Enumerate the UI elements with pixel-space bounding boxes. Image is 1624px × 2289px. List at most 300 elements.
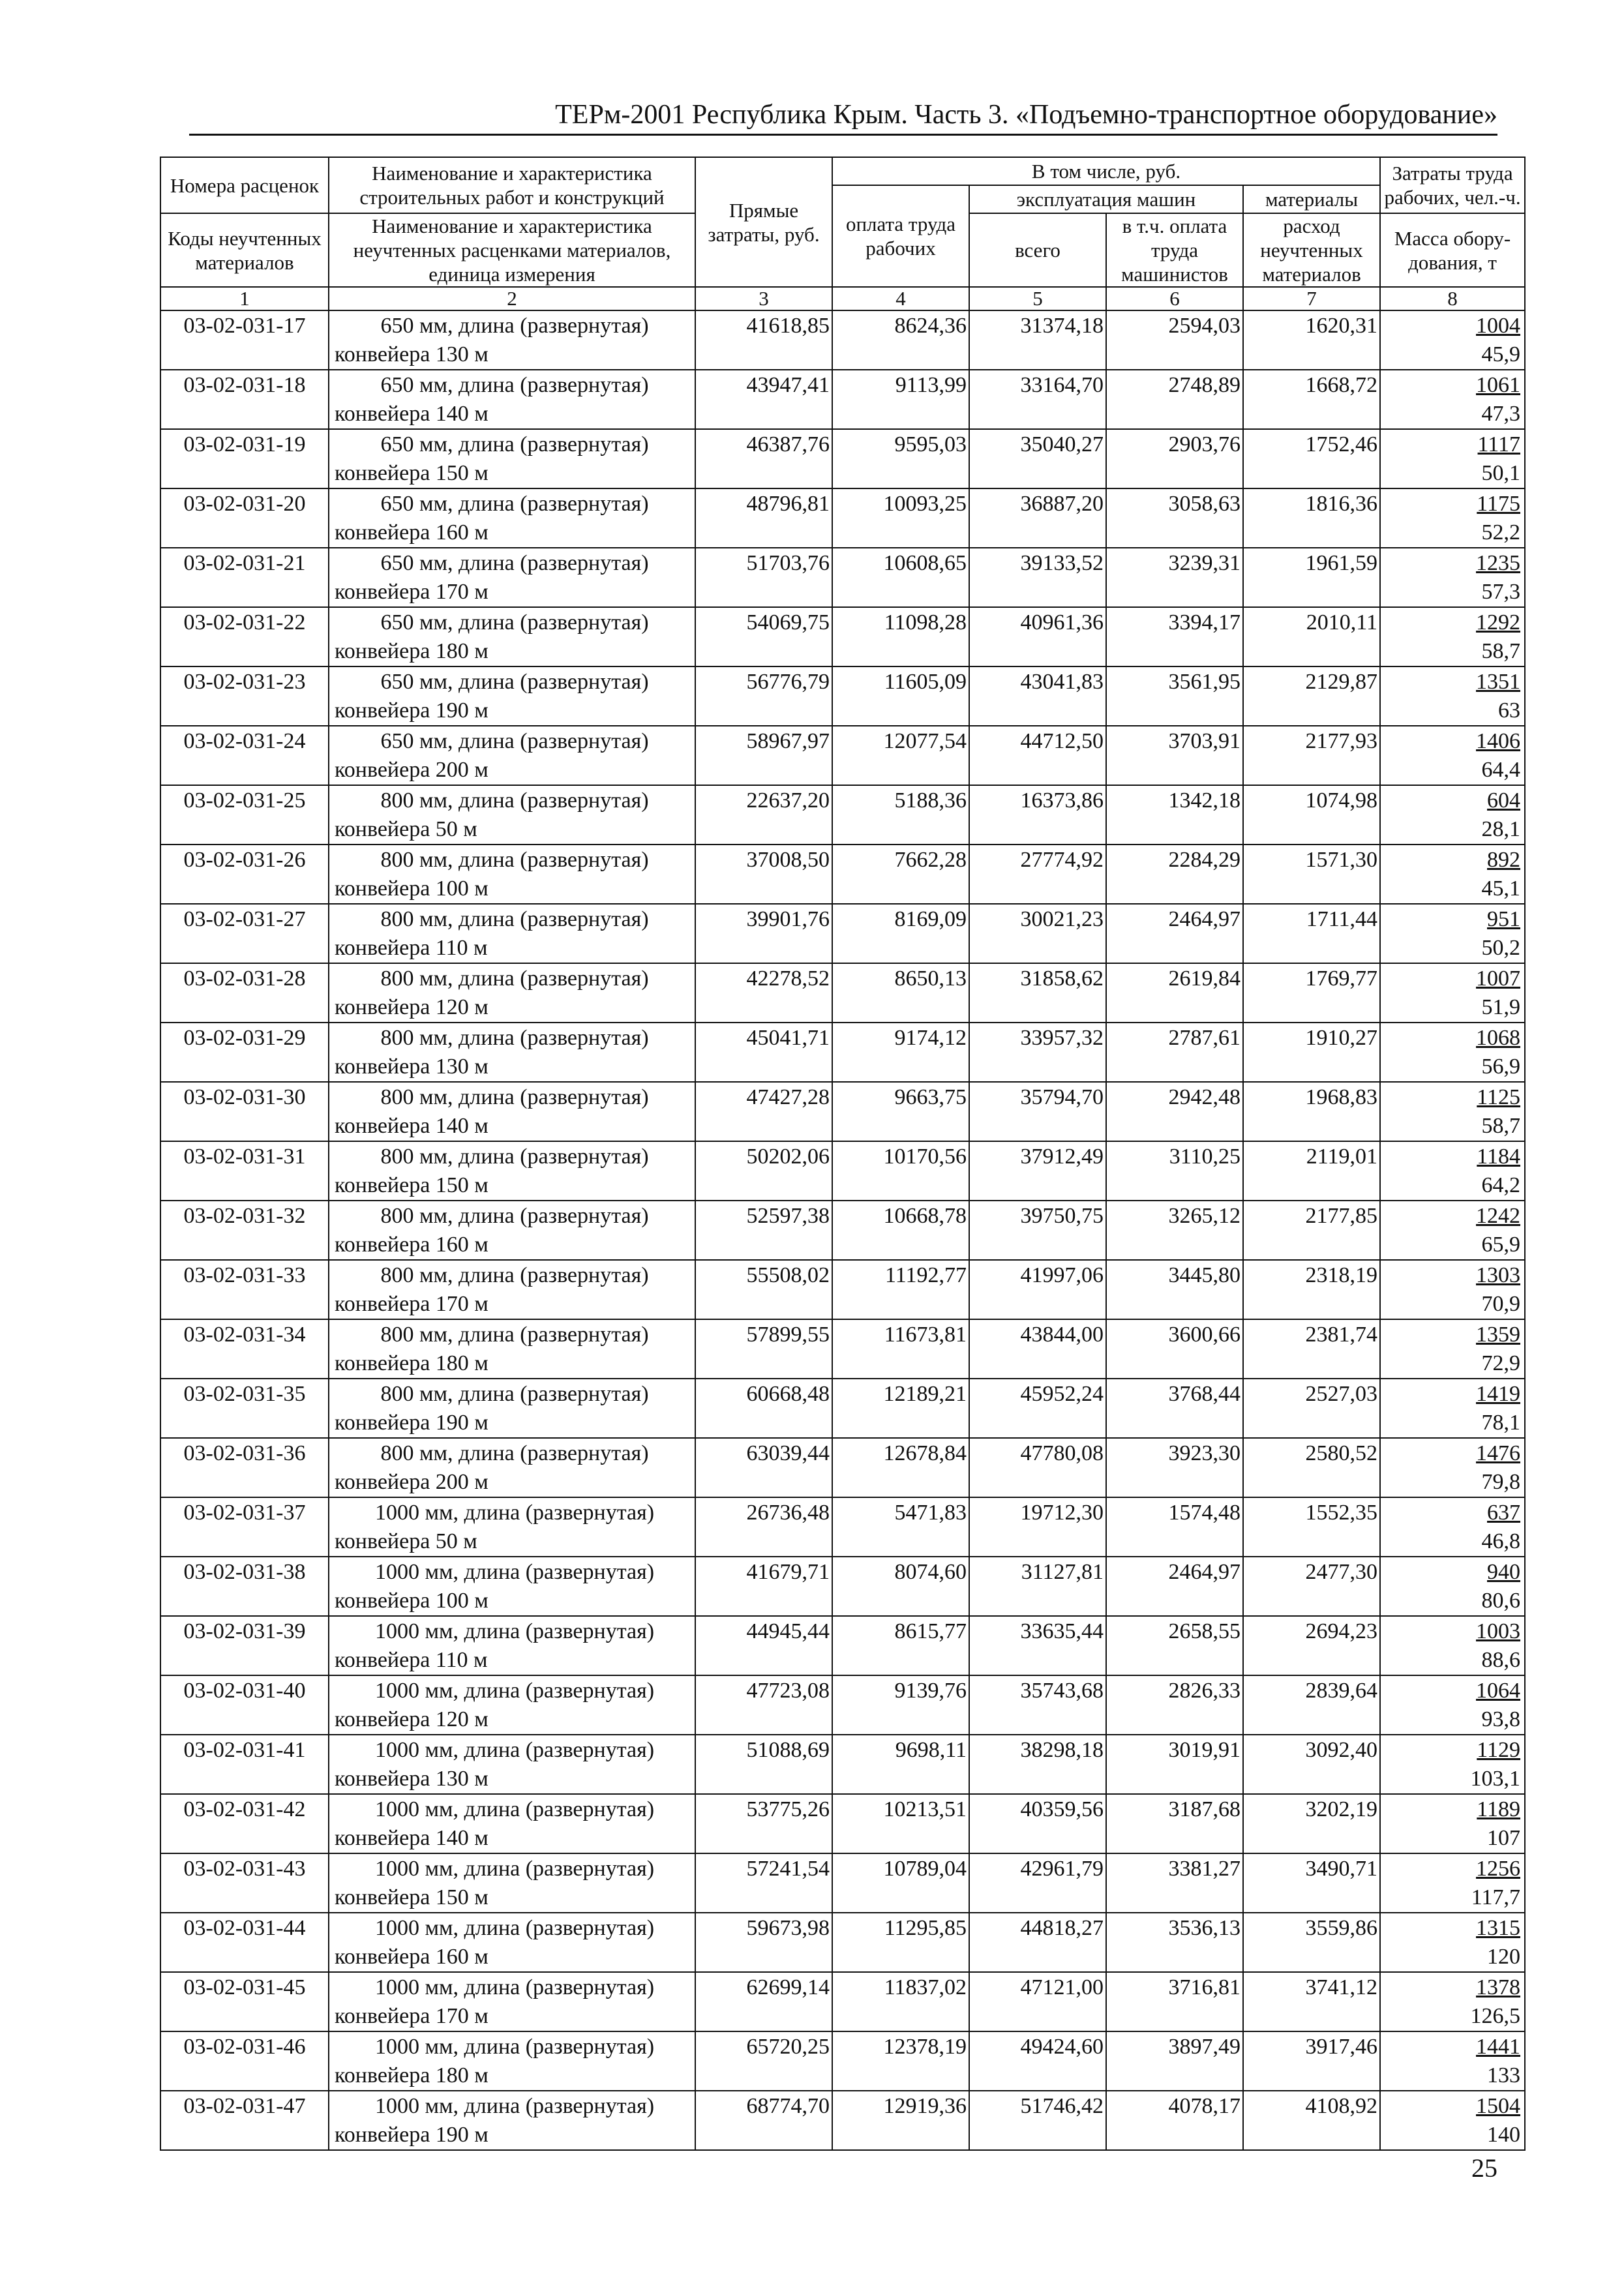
machines-total: 30021,23 <box>969 904 1106 963</box>
table-header <box>160 157 1525 310</box>
table-row <box>160 845 1525 904</box>
work-description-line-1: 650 мм, длина (развернутая) <box>380 432 649 456</box>
direct-costs: 48796,81 <box>695 488 832 548</box>
direct-costs: 63039,44 <box>695 1438 832 1497</box>
materials: 1816,36 <box>1243 488 1380 548</box>
materials: 1961,59 <box>1243 548 1380 607</box>
equipment-mass: 45,1 <box>1481 876 1521 901</box>
labor-hours: 1256 <box>1476 1857 1521 1881</box>
table-row <box>160 1379 1525 1438</box>
header-material-names: Наименование и характеристика неучтенных расценками материалов, единица измерения <box>329 213 695 287</box>
labor-pay: 12077,54 <box>832 726 969 785</box>
work-description <box>329 1972 695 2031</box>
equipment-mass: 80,6 <box>1481 1589 1521 1613</box>
direct-costs: 41679,71 <box>695 1557 832 1616</box>
work-description <box>329 488 695 548</box>
table-row <box>160 1675 1525 1735</box>
direct-costs: 47723,08 <box>695 1675 832 1735</box>
materials: 3917,46 <box>1243 2031 1380 2091</box>
column-number: 3 <box>695 287 832 310</box>
rate-code: 03-02-031-38 <box>160 1557 329 1616</box>
table-row <box>160 666 1525 726</box>
labor-pay: 10213,51 <box>832 1794 969 1853</box>
work-description-line-1: 1000 мм, длина (развернутая) <box>374 1679 655 1703</box>
labor-pay: 11673,81 <box>832 1319 969 1379</box>
direct-costs: 41618,85 <box>695 310 832 370</box>
work-description-line-1: 650 мм, длина (развернутая) <box>380 729 649 753</box>
work-description-line-2: конвейера 100 м <box>335 876 489 901</box>
labor-pay: 11605,09 <box>832 666 969 726</box>
work-description <box>329 429 695 488</box>
equipment-mass: 88,6 <box>1481 1648 1521 1672</box>
labor-hours: 1068 <box>1476 1026 1521 1050</box>
direct-costs: 62699,14 <box>695 1972 832 2031</box>
labor-pay: 8650,13 <box>832 963 969 1023</box>
labor-pay: 10170,56 <box>832 1141 969 1201</box>
table-row <box>160 963 1525 1023</box>
direct-costs: 46387,76 <box>695 429 832 488</box>
materials: 2580,52 <box>1243 1438 1380 1497</box>
labor-pay: 10668,78 <box>832 1201 969 1260</box>
work-description-line-2: конвейера 190 м <box>335 698 489 723</box>
table-row <box>160 1201 1525 1260</box>
machine-operators-pay: 3187,68 <box>1106 1794 1243 1853</box>
labor-and-mass <box>1380 845 1525 904</box>
labor-and-mass <box>1380 1260 1525 1319</box>
table-row <box>160 1616 1525 1675</box>
labor-and-mass <box>1380 1557 1525 1616</box>
machines-total: 33635,44 <box>969 1616 1106 1675</box>
rate-code: 03-02-031-32 <box>160 1201 329 1260</box>
labor-pay: 9595,03 <box>832 429 969 488</box>
work-description-line-1: 800 мм, длина (развернутая) <box>380 1263 649 1287</box>
header-labor-costs: Затраты труда рабочих, чел.-ч. <box>1380 157 1525 213</box>
work-description-line-1: 800 мм, длина (развернутая) <box>380 966 649 991</box>
machine-operators-pay: 4078,17 <box>1106 2091 1243 2150</box>
equipment-mass: 50,1 <box>1481 461 1521 485</box>
table-row <box>160 1438 1525 1497</box>
machine-operators-pay: 3923,30 <box>1106 1438 1243 1497</box>
work-description-line-1: 800 мм, длина (развернутая) <box>380 788 649 813</box>
labor-pay: 11098,28 <box>832 607 969 666</box>
rate-code: 03-02-031-21 <box>160 548 329 607</box>
labor-and-mass <box>1380 310 1525 370</box>
materials: 1968,83 <box>1243 1082 1380 1141</box>
machine-operators-pay: 3600,66 <box>1106 1319 1243 1379</box>
labor-and-mass <box>1380 1735 1525 1794</box>
header-machines-total: всего <box>969 213 1106 287</box>
work-description-line-1: 800 мм, длина (развернутая) <box>380 1085 649 1109</box>
labor-and-mass <box>1380 1023 1525 1082</box>
work-description-line-2: конвейера 180 м <box>335 2063 489 2087</box>
labor-and-mass <box>1380 1497 1525 1557</box>
labor-hours: 1175 <box>1477 492 1521 516</box>
work-description-line-1: 1000 мм, длина (развернутая) <box>374 1501 655 1525</box>
work-description <box>329 1201 695 1260</box>
labor-hours: 1406 <box>1476 729 1521 753</box>
labor-pay: 11192,77 <box>832 1260 969 1319</box>
work-description-line-1: 1000 мм, длина (развернутая) <box>374 1797 655 1821</box>
materials: 1752,46 <box>1243 429 1380 488</box>
rates-table <box>160 157 1526 2151</box>
direct-costs: 37008,50 <box>695 845 832 904</box>
machines-total: 43041,83 <box>969 666 1106 726</box>
rate-code: 03-02-031-23 <box>160 666 329 726</box>
equipment-mass: 45,9 <box>1481 342 1521 367</box>
rate-code: 03-02-031-34 <box>160 1319 329 1379</box>
labor-pay: 10789,04 <box>832 1853 969 1913</box>
labor-and-mass <box>1380 1853 1525 1913</box>
table-row <box>160 904 1525 963</box>
machines-total: 31127,81 <box>969 1557 1106 1616</box>
work-description-line-1: 800 мм, длина (развернутая) <box>380 1441 649 1465</box>
work-description <box>329 1260 695 1319</box>
labor-hours: 1315 <box>1476 1916 1521 1940</box>
work-description-line-1: 800 мм, длина (развернутая) <box>380 1382 649 1406</box>
labor-hours: 892 <box>1487 848 1521 872</box>
labor-and-mass <box>1380 1675 1525 1735</box>
labor-hours: 951 <box>1487 907 1521 931</box>
rate-code: 03-02-031-33 <box>160 1260 329 1319</box>
rate-code: 03-02-031-43 <box>160 1853 329 1913</box>
rate-code: 03-02-031-39 <box>160 1616 329 1675</box>
labor-pay: 12189,21 <box>832 1379 969 1438</box>
rate-code: 03-02-031-25 <box>160 785 329 845</box>
work-description <box>329 2031 695 2091</box>
labor-and-mass <box>1380 2091 1525 2150</box>
labor-hours: 1184 <box>1477 1144 1521 1169</box>
work-description <box>329 2091 695 2150</box>
rate-code: 03-02-031-28 <box>160 963 329 1023</box>
materials: 3202,19 <box>1243 1794 1380 1853</box>
machine-operators-pay: 2464,97 <box>1106 904 1243 963</box>
equipment-mass: 107 <box>1487 1826 1521 1850</box>
materials: 1552,35 <box>1243 1497 1380 1557</box>
work-description <box>329 666 695 726</box>
equipment-mass: 52,2 <box>1481 520 1521 545</box>
work-description-line-1: 800 мм, длина (развернутая) <box>380 1144 649 1169</box>
machine-operators-pay: 3239,31 <box>1106 548 1243 607</box>
work-description-line-1: 1000 мм, длина (развернутая) <box>374 2035 655 2059</box>
machine-operators-pay: 2903,76 <box>1106 429 1243 488</box>
materials: 2527,03 <box>1243 1379 1380 1438</box>
equipment-mass: 58,7 <box>1481 639 1521 663</box>
direct-costs: 55508,02 <box>695 1260 832 1319</box>
direct-costs: 50202,06 <box>695 1141 832 1201</box>
equipment-mass: 72,9 <box>1481 1351 1521 1375</box>
labor-hours: 940 <box>1487 1560 1521 1584</box>
work-description-line-1: 1000 мм, длина (развернутая) <box>374 1857 655 1881</box>
work-description-line-2: конвейера 50 м <box>335 1529 477 1553</box>
equipment-mass: 65,9 <box>1481 1233 1521 1257</box>
equipment-mass: 47,3 <box>1481 402 1521 426</box>
table-row <box>160 1735 1525 1794</box>
rate-code: 03-02-031-42 <box>160 1794 329 1853</box>
labor-hours: 1004 <box>1476 314 1521 338</box>
table-row <box>160 2091 1525 2150</box>
direct-costs: 22637,20 <box>695 785 832 845</box>
labor-and-mass <box>1380 904 1525 963</box>
machine-operators-pay: 3381,27 <box>1106 1853 1243 1913</box>
materials: 2839,64 <box>1243 1675 1380 1735</box>
labor-pay: 11837,02 <box>832 1972 969 2031</box>
rate-code: 03-02-031-20 <box>160 488 329 548</box>
work-description-line-2: конвейера 180 м <box>335 639 489 663</box>
work-description-line-2: конвейера 160 м <box>335 520 489 545</box>
table-row <box>160 429 1525 488</box>
rate-code: 03-02-031-26 <box>160 845 329 904</box>
rate-code: 03-02-031-22 <box>160 607 329 666</box>
labor-pay: 8169,09 <box>832 904 969 963</box>
machines-total: 41997,06 <box>969 1260 1106 1319</box>
header-direct-costs: Прямые затраты, руб. <box>695 157 832 287</box>
materials: 1711,44 <box>1243 904 1380 963</box>
header-machine-operators-pay: в т.ч. оплата труда машинистов <box>1106 213 1243 287</box>
direct-costs: 65720,25 <box>695 2031 832 2091</box>
rate-code: 03-02-031-29 <box>160 1023 329 1082</box>
machine-operators-pay: 1574,48 <box>1106 1497 1243 1557</box>
rate-code: 03-02-031-18 <box>160 370 329 429</box>
labor-and-mass <box>1380 488 1525 548</box>
rate-code: 03-02-031-35 <box>160 1379 329 1438</box>
work-description <box>329 1616 695 1675</box>
direct-costs: 68774,70 <box>695 2091 832 2150</box>
labor-hours: 604 <box>1487 788 1521 813</box>
work-description <box>329 370 695 429</box>
equipment-mass: 126,5 <box>1470 2004 1521 2028</box>
work-description-line-2: конвейера 170 м <box>335 1292 489 1316</box>
work-description-line-1: 1000 мм, длина (развернутая) <box>374 1916 655 1940</box>
work-description-line-2: конвейера 150 м <box>335 1885 489 1909</box>
work-description-line-2: конвейера 130 м <box>335 1055 489 1079</box>
labor-pay: 9698,11 <box>832 1735 969 1794</box>
machines-total: 40359,56 <box>969 1794 1106 1853</box>
work-description <box>329 1023 695 1082</box>
machines-total: 42961,79 <box>969 1853 1106 1913</box>
labor-hours: 1117 <box>1477 432 1521 456</box>
column-number: 7 <box>1243 287 1380 310</box>
direct-costs: 59673,98 <box>695 1913 832 1972</box>
machine-operators-pay: 2594,03 <box>1106 310 1243 370</box>
header-rule <box>189 134 1497 136</box>
table-row <box>160 1141 1525 1201</box>
machines-total: 37912,49 <box>969 1141 1106 1201</box>
equipment-mass: 57,3 <box>1481 580 1521 604</box>
work-description-line-2: конвейера 150 м <box>335 1173 489 1197</box>
work-description-line-1: 800 мм, длина (развернутая) <box>380 1204 649 1228</box>
labor-and-mass <box>1380 1972 1525 2031</box>
work-description <box>329 1853 695 1913</box>
work-description-line-1: 650 мм, длина (развернутая) <box>380 314 649 338</box>
equipment-mass: 64,2 <box>1481 1173 1521 1197</box>
labor-hours: 1242 <box>1476 1204 1521 1228</box>
equipment-mass: 28,1 <box>1481 817 1521 841</box>
header-labor-pay: оплата труда рабочих <box>832 185 969 287</box>
table-body <box>160 310 1525 2150</box>
machines-total: 38298,18 <box>969 1735 1106 1794</box>
header-unaccounted-materials: расход неучтенных материалов <box>1243 213 1380 287</box>
direct-costs: 47427,28 <box>695 1082 832 1141</box>
machine-operators-pay: 2284,29 <box>1106 845 1243 904</box>
machine-operators-pay: 2826,33 <box>1106 1675 1243 1735</box>
machines-total: 44712,50 <box>969 726 1106 785</box>
work-description-line-1: 800 мм, длина (развернутая) <box>380 848 649 872</box>
labor-hours: 1064 <box>1476 1679 1521 1703</box>
work-description-line-2: конвейера 110 м <box>335 1648 488 1672</box>
labor-hours: 1378 <box>1476 1975 1521 1999</box>
direct-costs: 53775,26 <box>695 1794 832 1853</box>
machine-operators-pay: 3058,63 <box>1106 488 1243 548</box>
labor-and-mass <box>1380 1616 1525 1675</box>
running-header: ТЕРм-2001 Республика Крым. Часть 3. «Подъемно-транспортное оборудование» <box>555 100 1497 130</box>
rate-code: 03-02-031-24 <box>160 726 329 785</box>
labor-pay: 5188,36 <box>832 785 969 845</box>
machines-total: 35794,70 <box>969 1082 1106 1141</box>
work-description <box>329 1913 695 1972</box>
work-description-line-2: конвейера 140 м <box>335 402 489 426</box>
machine-operators-pay: 3768,44 <box>1106 1379 1243 1438</box>
materials: 2119,01 <box>1243 1141 1380 1201</box>
labor-hours: 1419 <box>1476 1382 1521 1406</box>
labor-pay: 12919,36 <box>832 2091 969 2150</box>
labor-pay: 5471,83 <box>832 1497 969 1557</box>
table-row <box>160 310 1525 370</box>
rate-code: 03-02-031-46 <box>160 2031 329 2091</box>
labor-pay: 8074,60 <box>832 1557 969 1616</box>
rate-code: 03-02-031-30 <box>160 1082 329 1141</box>
materials: 2318,19 <box>1243 1260 1380 1319</box>
table-row <box>160 488 1525 548</box>
machine-operators-pay: 2464,97 <box>1106 1557 1243 1616</box>
labor-hours: 1007 <box>1476 966 1521 991</box>
work-description <box>329 1675 695 1735</box>
work-description-line-2: конвейера 200 м <box>335 1470 489 1494</box>
header-material-codes: Коды неучтенных материалов <box>160 213 329 287</box>
equipment-mass: 46,8 <box>1481 1529 1521 1553</box>
labor-hours: 1504 <box>1476 2094 1521 2118</box>
equipment-mass: 140 <box>1487 2123 1521 2147</box>
labor-hours: 1129 <box>1477 1738 1521 1762</box>
table-row <box>160 1023 1525 1082</box>
direct-costs: 56776,79 <box>695 666 832 726</box>
labor-pay: 9113,99 <box>832 370 969 429</box>
labor-hours: 1359 <box>1476 1323 1521 1347</box>
rate-code: 03-02-031-41 <box>160 1735 329 1794</box>
work-description <box>329 310 695 370</box>
labor-and-mass <box>1380 726 1525 785</box>
labor-hours: 637 <box>1487 1501 1521 1525</box>
table-row <box>160 726 1525 785</box>
materials: 3559,86 <box>1243 1913 1380 1972</box>
labor-and-mass <box>1380 666 1525 726</box>
direct-costs: 51088,69 <box>695 1735 832 1794</box>
labor-and-mass <box>1380 1379 1525 1438</box>
work-description-line-2: конвейера 170 м <box>335 580 489 604</box>
machine-operators-pay: 3265,12 <box>1106 1201 1243 1260</box>
machines-total: 27774,92 <box>969 845 1106 904</box>
labor-hours: 1003 <box>1476 1619 1521 1643</box>
table-row <box>160 1557 1525 1616</box>
equipment-mass: 103,1 <box>1470 1767 1521 1791</box>
materials: 1910,27 <box>1243 1023 1380 1082</box>
work-description-line-1: 650 мм, длина (развернутая) <box>380 373 649 397</box>
materials: 2177,85 <box>1243 1201 1380 1260</box>
work-description <box>329 1082 695 1141</box>
work-description-line-2: конвейера 130 м <box>335 342 489 367</box>
work-description <box>329 963 695 1023</box>
materials: 3490,71 <box>1243 1853 1380 1913</box>
work-description-line-2: конвейера 150 м <box>335 461 489 485</box>
labor-and-mass <box>1380 607 1525 666</box>
machine-operators-pay: 3019,91 <box>1106 1735 1243 1794</box>
header-materials: материалы <box>1243 185 1380 213</box>
machine-operators-pay: 3110,25 <box>1106 1141 1243 1201</box>
labor-pay: 9139,76 <box>832 1675 969 1735</box>
labor-pay: 7662,28 <box>832 845 969 904</box>
machines-total: 51746,42 <box>969 2091 1106 2150</box>
materials: 1571,30 <box>1243 845 1380 904</box>
table-row <box>160 1972 1525 2031</box>
column-number: 8 <box>1380 287 1525 310</box>
work-description-line-2: конвейера 110 м <box>335 936 488 960</box>
equipment-mass: 70,9 <box>1481 1292 1521 1316</box>
labor-pay: 11295,85 <box>832 1913 969 1972</box>
equipment-mass: 120 <box>1487 1945 1521 1969</box>
materials: 1620,31 <box>1243 310 1380 370</box>
table-row <box>160 1497 1525 1557</box>
equipment-mass: 93,8 <box>1481 1707 1521 1731</box>
equipment-mass: 64,4 <box>1481 758 1521 782</box>
machines-total: 16373,86 <box>969 785 1106 845</box>
machines-total: 39750,75 <box>969 1201 1106 1260</box>
equipment-mass: 117,7 <box>1471 1885 1521 1909</box>
rate-code: 03-02-031-17 <box>160 310 329 370</box>
work-description <box>329 726 695 785</box>
table-row <box>160 1794 1525 1853</box>
work-description <box>329 548 695 607</box>
machine-operators-pay: 3716,81 <box>1106 1972 1243 2031</box>
labor-and-mass <box>1380 1141 1525 1201</box>
labor-and-mass <box>1380 1913 1525 1972</box>
work-description <box>329 785 695 845</box>
direct-costs: 57899,55 <box>695 1319 832 1379</box>
labor-and-mass <box>1380 785 1525 845</box>
machine-operators-pay: 3561,95 <box>1106 666 1243 726</box>
materials: 4108,92 <box>1243 2091 1380 2150</box>
work-description-line-2: конвейера 140 м <box>335 1114 489 1138</box>
work-description-line-2: конвейера 190 м <box>335 2123 489 2147</box>
direct-costs: 26736,48 <box>695 1497 832 1557</box>
work-description-line-2: конвейера 120 м <box>335 1707 489 1731</box>
work-description-line-2: конвейера 180 м <box>335 1351 489 1375</box>
machines-total: 31858,62 <box>969 963 1106 1023</box>
labor-pay: 12678,84 <box>832 1438 969 1497</box>
work-description-line-2: конвейера 140 м <box>335 1826 489 1850</box>
header-including: В том числе, руб. <box>832 157 1380 185</box>
header-equipment-mass: Масса обору-дования, т <box>1380 213 1525 287</box>
column-number: 6 <box>1106 287 1243 310</box>
column-number: 4 <box>832 287 969 310</box>
machines-total: 35040,27 <box>969 429 1106 488</box>
work-description-line-1: 650 мм, длина (развернутая) <box>380 492 649 516</box>
work-description <box>329 607 695 666</box>
machines-total: 39133,52 <box>969 548 1106 607</box>
table-row <box>160 1319 1525 1379</box>
work-description-line-2: конвейера 190 м <box>335 1411 489 1435</box>
work-description-line-2: конвейера 200 м <box>335 758 489 782</box>
work-description <box>329 1141 695 1201</box>
machine-operators-pay: 3536,13 <box>1106 1913 1243 1972</box>
